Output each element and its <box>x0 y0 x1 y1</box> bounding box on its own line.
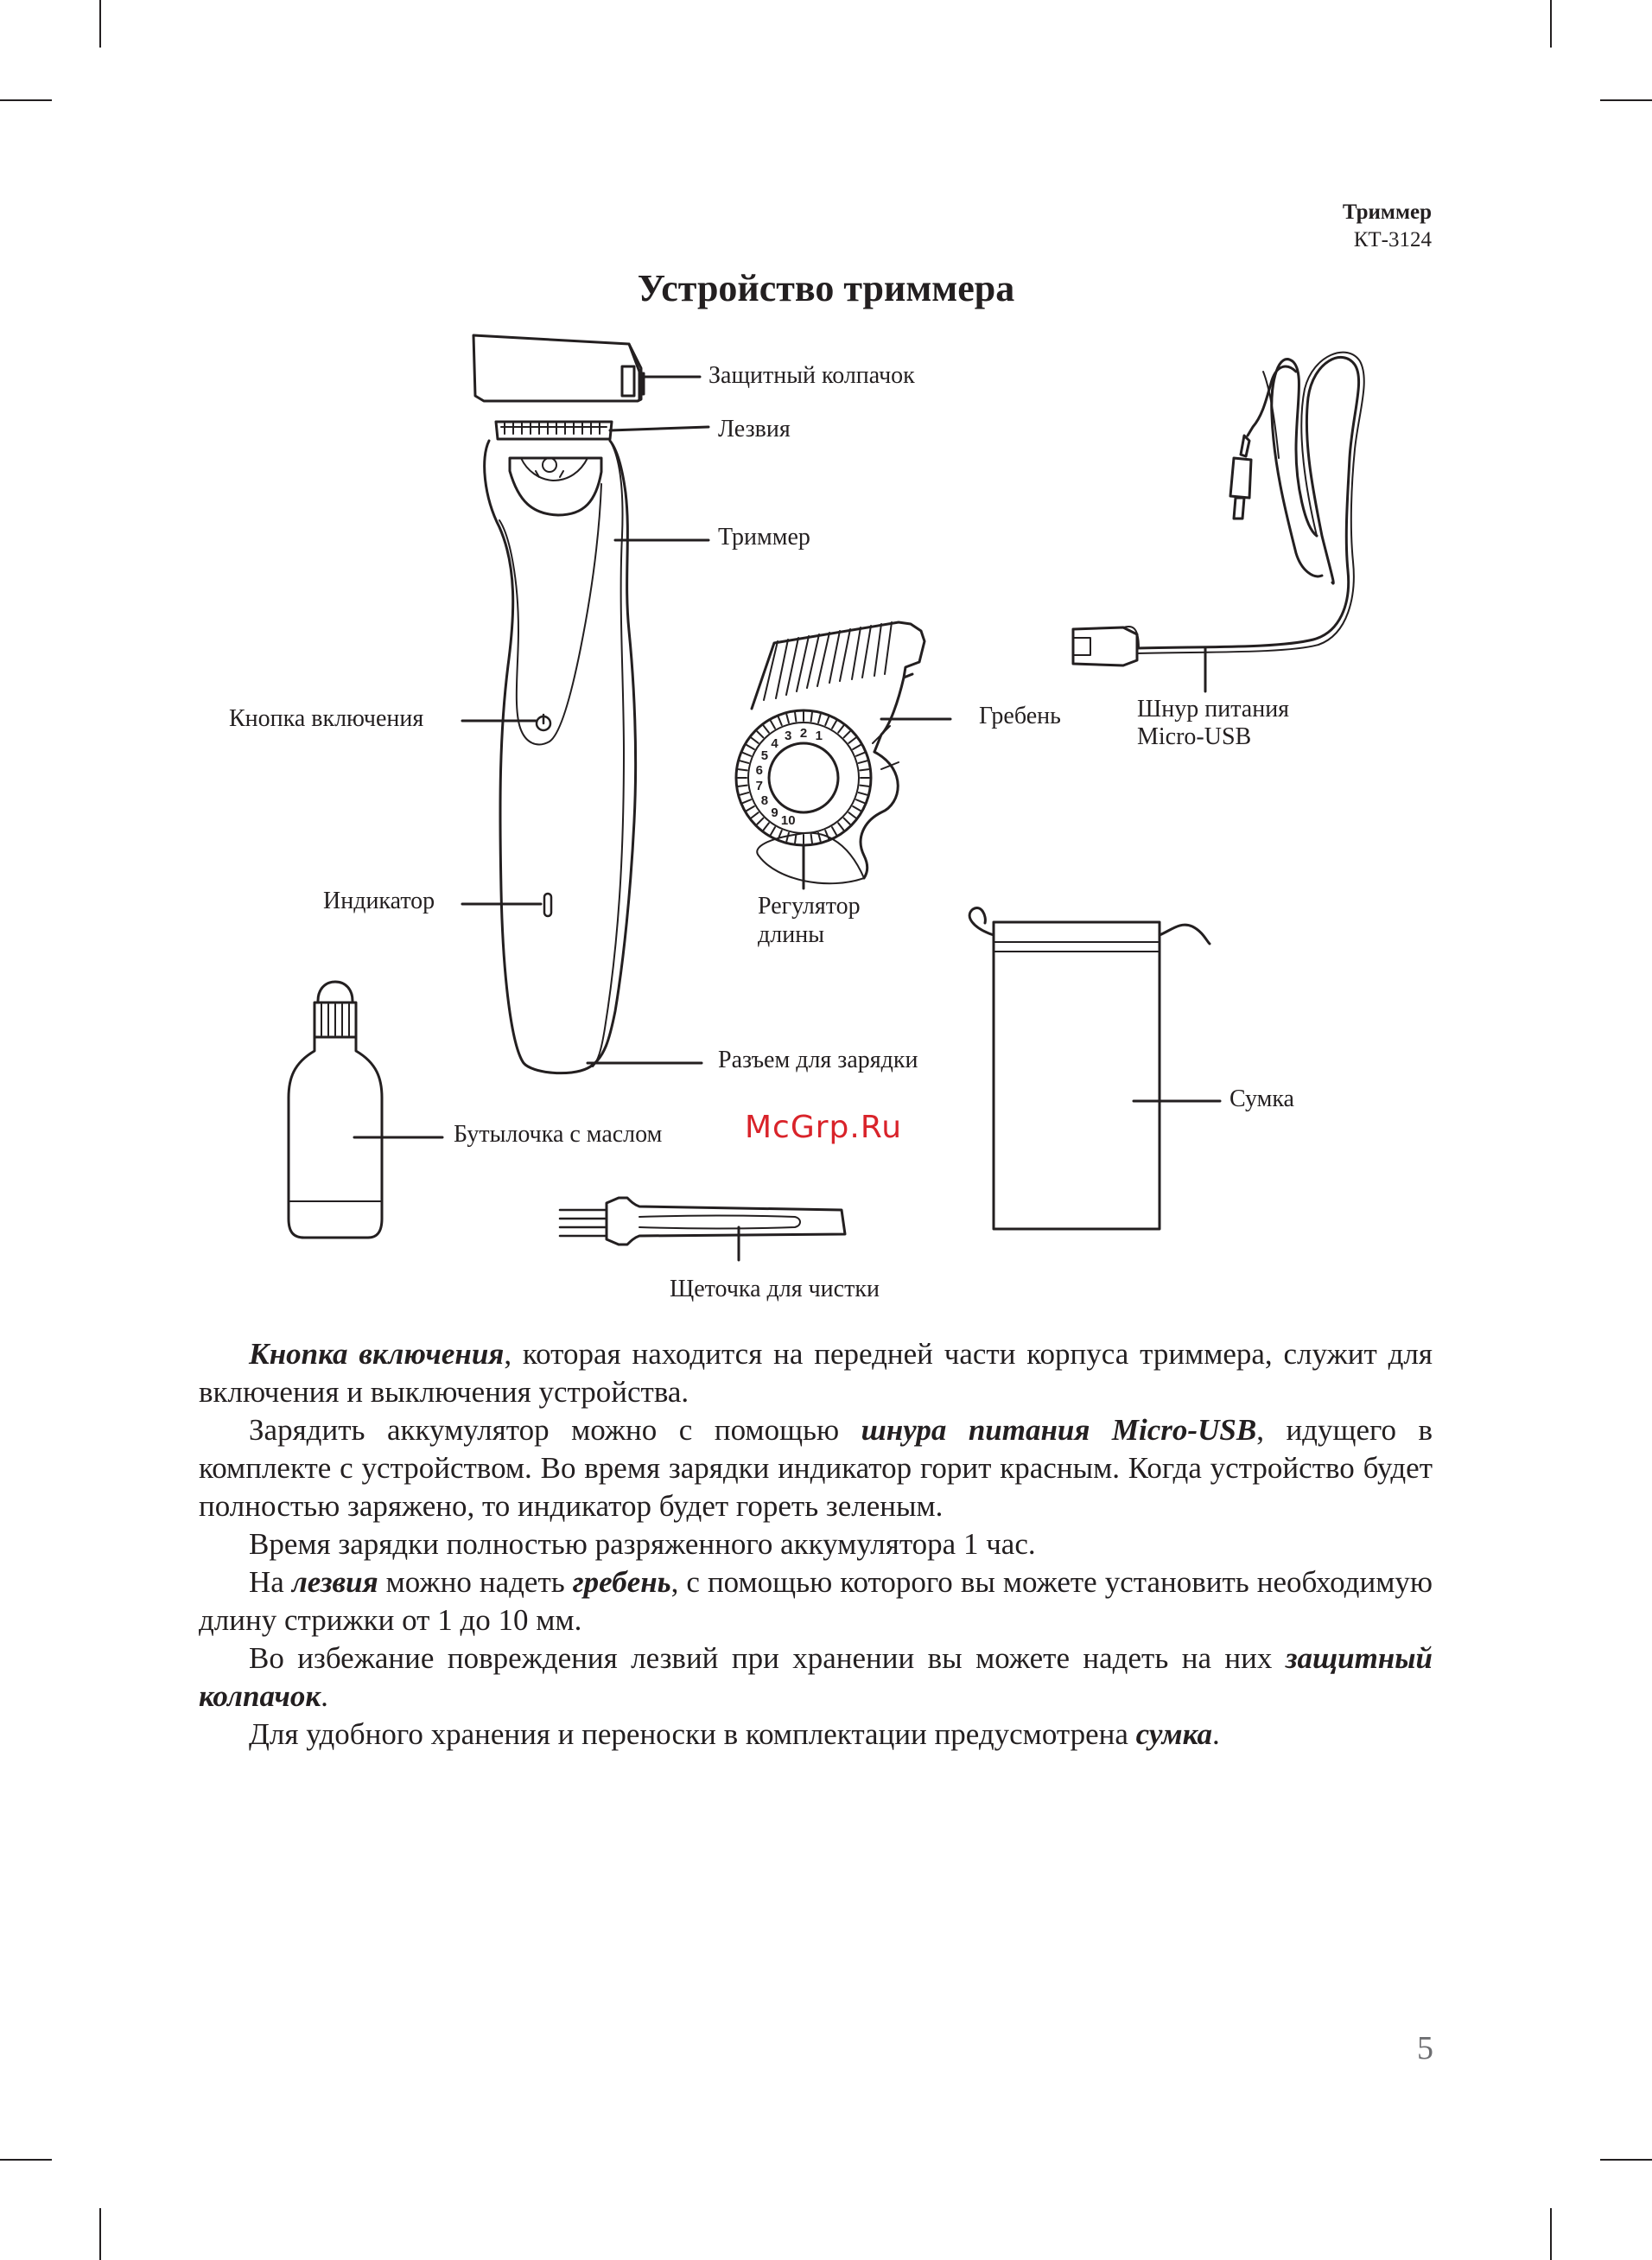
paragraph-charging <box>199 1411 1433 1525</box>
dial-number: 6 <box>755 762 763 778</box>
dial-tick <box>856 799 864 803</box>
paragraph-bag <box>199 1716 1433 1754</box>
label-indicator: Индикатор <box>323 888 435 914</box>
paragraph-text: можно надеть <box>378 1565 573 1599</box>
dial-tick <box>811 834 812 843</box>
dial-number: 2 <box>799 726 808 741</box>
crop-mark-top-left-h <box>0 99 52 101</box>
label-oil-bottle: Бутылочка с маслом <box>454 1121 663 1148</box>
dial-tick <box>860 769 868 770</box>
crop-mark-top-right-v <box>1550 0 1552 48</box>
header-model: КТ-3124 <box>1353 228 1432 251</box>
dial-number: 3 <box>785 729 792 744</box>
dial-number: 10 <box>780 812 796 828</box>
bag-drawing <box>969 908 1210 1229</box>
diagram-illustration <box>0 320 1652 1314</box>
dial-tick <box>752 812 759 818</box>
trimmer-diagram <box>0 320 1652 1314</box>
dial-tick <box>859 793 867 795</box>
paragraph-text: Во избежание повреждения лезвий при хранении вы можете надеть на них <box>249 1641 1286 1675</box>
cleaning-brush-drawing <box>560 1198 845 1245</box>
paragraph-text: . <box>321 1679 328 1713</box>
paragraph-text: . <box>1211 1717 1220 1751</box>
dial-tick <box>848 812 855 818</box>
label-blades: Лезвия <box>718 416 791 442</box>
label-cable-line1: Шнур питания <box>1137 696 1290 723</box>
dial-tick <box>856 753 864 756</box>
label-length-regulator-line1: Регулятор <box>758 893 861 920</box>
crop-mark-bottom-right-h <box>1600 2159 1652 2161</box>
dial-tick <box>795 713 796 722</box>
dial-tick <box>771 721 775 729</box>
label-cable-line2: Micro-USB <box>1137 723 1252 750</box>
dial-tick <box>848 738 855 743</box>
term-cap: защитный колпачок <box>199 1641 1433 1713</box>
crop-mark-top-left-v <box>99 0 101 48</box>
dial-tick <box>752 738 759 743</box>
crop-mark-bottom-left-h <box>0 2159 52 2161</box>
term-comb: гребень <box>572 1565 671 1599</box>
dial-tick <box>771 827 775 835</box>
dial-number: 8 <box>760 793 769 808</box>
running-header <box>1343 199 1432 254</box>
dial-tick <box>838 823 843 830</box>
dial-number: 7 <box>755 779 763 794</box>
leader-blades <box>610 427 708 430</box>
dial-tick <box>743 799 751 803</box>
dial-tick <box>786 715 789 723</box>
label-charge-port: Разъем для зарядки <box>718 1047 918 1073</box>
protective-cap-drawing <box>473 335 644 401</box>
term-bag: сумка <box>1135 1717 1212 1751</box>
dial-tick <box>838 726 843 733</box>
paragraph-text: На <box>249 1565 292 1599</box>
dial-tick <box>757 731 763 737</box>
dial-number: 5 <box>760 748 769 763</box>
paragraph-text: Для удобного хранения и переноски в комплектации предусмотрена <box>249 1717 1136 1751</box>
dial-tick <box>832 827 836 835</box>
header-title: Триммер <box>1342 201 1432 224</box>
paragraph-cap <box>199 1639 1433 1716</box>
cable-drawing <box>1073 353 1364 665</box>
dial-tick <box>825 717 829 725</box>
dial-tick <box>786 833 789 842</box>
dial-number: 9 <box>771 805 778 820</box>
page-number: 5 <box>1417 2030 1433 2066</box>
oil-bottle-drawing <box>289 982 382 1238</box>
dial-tick <box>739 769 747 770</box>
dial-tick <box>853 806 861 811</box>
dial-tick <box>853 745 861 749</box>
paragraph-text: , которая находится на передней части корпуса триммера, служит для включения и выключения устройства. <box>199 1337 1433 1409</box>
term-blades: лезвия <box>291 1565 378 1599</box>
dial-tick <box>757 818 763 824</box>
label-trimmer: Триммер <box>718 524 810 551</box>
label-protective-cap: Защитный колпачок <box>708 362 915 389</box>
dial-tick <box>764 823 769 830</box>
dial-tick <box>743 753 751 756</box>
dial-tick <box>778 717 782 725</box>
label-comb: Гребень <box>979 703 1061 729</box>
paragraph-text: Время зарядки полностью разряженного аккумулятора 1 час. <box>249 1527 1036 1561</box>
paragraph-comb <box>199 1563 1433 1639</box>
dial-tick <box>818 715 821 723</box>
paragraph-charge-time <box>199 1525 1433 1563</box>
dial-tick <box>740 793 749 795</box>
dial-tick <box>764 726 769 733</box>
body-text <box>199 1335 1433 1754</box>
watermark: McGrp.Ru <box>745 1110 903 1145</box>
paragraph-text: , идущего в комплекте с устройством. Во время зарядки индикатор горит красным. Когда устройство будет полностью заряжено, то индикатор будет гореть зеленым. <box>199 1413 1433 1523</box>
trimmer-body-drawing <box>485 441 636 1073</box>
dial-tick <box>747 745 754 749</box>
term-cable: шнура питания Micro-USB <box>861 1413 1257 1447</box>
indicator-light-drawing <box>544 894 551 916</box>
dial-tick <box>811 713 812 722</box>
dial-number: 1 <box>815 729 823 744</box>
crop-mark-top-right-h <box>1600 99 1652 101</box>
dial-tick <box>844 818 850 824</box>
label-power-button: Кнопка включения <box>229 705 424 732</box>
blades-drawing <box>496 422 612 439</box>
dial-tick <box>832 721 836 729</box>
dial-tick <box>859 761 867 763</box>
dial-tick <box>740 761 749 763</box>
paragraph-power-button <box>199 1335 1433 1411</box>
paragraph-text: , с помощью которого вы можете установить необходимую длину стрижки от 1 до 10 мм. <box>199 1565 1433 1637</box>
label-cleaning-brush: Щеточка для чистки <box>670 1276 880 1302</box>
dial-number: 4 <box>771 736 778 752</box>
page-title: Устройство триммера <box>637 267 1015 309</box>
dial-tick <box>747 806 754 811</box>
dial-tick <box>844 731 850 737</box>
crop-mark-bottom-right-v <box>1550 2208 1552 2260</box>
dial-tick <box>795 834 796 843</box>
crop-mark-bottom-left-v <box>99 2208 101 2260</box>
label-bag: Сумка <box>1229 1085 1294 1112</box>
term-power-button: Кнопка включения <box>249 1337 505 1371</box>
paragraph-text: Зарядить аккумулятор можно с помощью <box>249 1413 861 1447</box>
label-length-regulator-line2: длины <box>758 921 824 948</box>
